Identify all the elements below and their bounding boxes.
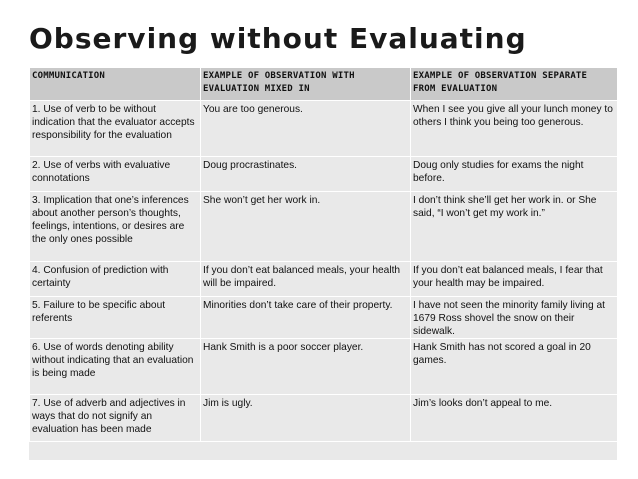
header-mixed-evaluation: EXAMPLE OF OBSERVATION WITH EVALUATION MIXED IN — [201, 68, 411, 101]
table-row — [30, 101, 618, 157]
table-row — [30, 395, 618, 442]
cell-communication: 1. Use of verb to be without indication that the evaluator accepts responsibility for the evaluation — [30, 101, 201, 157]
cell-separate-example: When I see you give all your lunch money to others I think you being too generous. — [411, 101, 618, 157]
table-row — [30, 262, 618, 297]
table-row — [30, 157, 618, 192]
comparison-table — [29, 67, 618, 442]
cell-separate-example: I have not seen the minority family living at 1679 Ross shovel the snow on their sidewalk. — [411, 297, 618, 339]
cell-mixed-example: If you don’t eat balanced meals, your health will be impaired. — [201, 262, 411, 297]
cell-separate-example: Doug only studies for exams the night before. — [411, 157, 618, 192]
cell-mixed-example: You are too generous. — [201, 101, 411, 157]
cell-mixed-example: Doug procrastinates. — [201, 157, 411, 192]
table-row — [30, 192, 618, 262]
header-separate-evaluation: EXAMPLE OF OBSERVATION SEPARATE FROM EVALUATION — [411, 68, 618, 101]
slide-title: Observing without Evaluating — [29, 22, 527, 55]
cell-communication: 6. Use of words denoting ability without indicating that an evaluation is being made — [30, 339, 201, 395]
cell-separate-example: Jim’s looks don’t appeal to me. — [411, 395, 618, 442]
table-header-row — [30, 68, 618, 101]
cell-mixed-example: She won’t get her work in. — [201, 192, 411, 262]
cell-separate-example: I don’t think she’ll get her work in. or She said, “I won’t get my work in.” — [411, 192, 618, 262]
table-row — [30, 339, 618, 395]
cell-mixed-example: Jim is ugly. — [201, 395, 411, 442]
cell-separate-example: Hank Smith has not scored a goal in 20 games. — [411, 339, 618, 395]
header-communication: COMMUNICATION — [30, 68, 201, 101]
cell-mixed-example: Minorities don’t take care of their property. — [201, 297, 411, 339]
cell-communication: 3. Implication that one’s inferences about another person’s thoughts, feelings, intentions, or desires are the only ones possible — [30, 192, 201, 262]
cell-separate-example: If you don’t eat balanced meals, I fear that your health may be impaired. — [411, 262, 618, 297]
cell-mixed-example: Hank Smith is a poor soccer player. — [201, 339, 411, 395]
comparison-table-container — [29, 67, 617, 460]
cell-communication: 2. Use of verbs with evaluative connotations — [30, 157, 201, 192]
cell-communication: 4. Confusion of prediction with certainty — [30, 262, 201, 297]
cell-communication: 5. Failure to be specific about referents — [30, 297, 201, 339]
cell-communication: 7. Use of adverb and adjectives in ways that do not signify an evaluation has been made — [30, 395, 201, 442]
table-row — [30, 297, 618, 339]
